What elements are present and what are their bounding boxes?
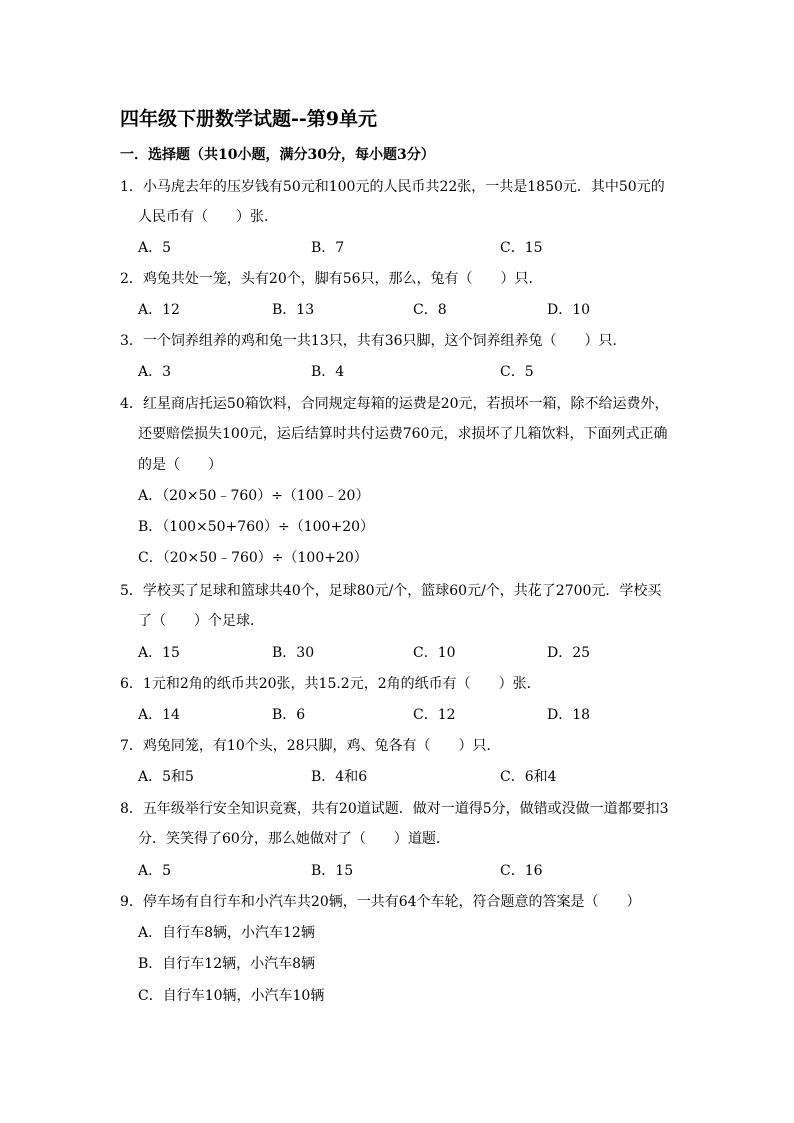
question-2-line-1: 2．鸡兔共处一笼，头有20个，脚有56只，那么，兔有（ ）只． [120, 271, 543, 287]
question-4-line-1: 4．红星商店托运50箱饮料，合同规定每箱的运费是20元，若损坏一箱，除不给运费外， [120, 396, 669, 412]
question-2-option-b: B．13 [272, 302, 315, 318]
question-8-option-b: B．15 [311, 863, 354, 879]
question-3-option-a: A．3 [138, 364, 172, 380]
question-4-line-2: 还要赔偿损失100元，运后结算时共付运费760元，求损坏了几箱饮料，下面列式正确 [138, 426, 668, 442]
document-title: 四年级下册数学试题--第9单元 [120, 108, 377, 130]
question-4-option-b: B．（100×50+760）÷（100+20） [138, 519, 375, 535]
question-6-option-d: D．18 [547, 707, 591, 723]
question-6-option-a: A．14 [138, 707, 180, 723]
question-8-line-1: 8．五年级举行安全知识竞赛，共有20道试题．做对一道得5分，做错或没做一道都要扣3 [120, 801, 669, 817]
question-4-option-c: C．（20×50﹣760）÷（100+20） [138, 550, 368, 566]
question-3-option-c: C．5 [500, 364, 534, 380]
question-7-option-c: C．6和4 [500, 769, 557, 785]
question-8-line-2: 分．笑笑得了60分，那么她做对了（ ）道题． [138, 831, 450, 847]
question-5-option-c: C．10 [413, 645, 456, 661]
question-9-option-a: A．自行车8辆，小汽车12辆 [138, 925, 315, 941]
question-9-line-1: 9．停车场有自行车和小汽车共20辆，一共有64个车轮，符合题意的答案是（ ） [120, 894, 641, 910]
question-1-option-a: A．5 [138, 240, 172, 256]
question-4-line-3: 的是（ ） [138, 457, 222, 473]
question-7-line-1: 7．鸡兔同笼，有10个头，28只脚，鸡、兔各有（ ）只． [120, 738, 501, 754]
question-3-option-b: B．4 [311, 364, 345, 380]
question-5-option-a: A．15 [138, 645, 180, 661]
question-1-option-c: C．15 [500, 240, 543, 256]
question-5-option-d: D．25 [547, 645, 591, 661]
question-7-option-a: A．5和5 [138, 769, 194, 785]
question-9-option-b: B．自行车12辆，小汽车8辆 [138, 956, 316, 972]
question-9-option-c: C．自行车10辆，小汽车10辆 [138, 988, 325, 1004]
question-3-line-1: 3．一个饲养组养的鸡和兔一共13只，共有36只脚，这个饲养组养兔（ ）只． [120, 333, 627, 349]
question-5-option-b: B．30 [272, 645, 315, 661]
question-6-option-b: B．6 [272, 707, 306, 723]
question-1-line-1: 1．小马虎去年的压岁钱有50元和100元的人民币共22张，一共是1850元．其中50元的 [120, 179, 665, 195]
question-6-option-c: C．12 [413, 707, 456, 723]
question-8-option-c: C．16 [500, 863, 543, 879]
question-6-line-1: 6．1元和2角的纸币共20张，共15.2元，2角的纸币有（ ）张． [120, 676, 541, 692]
question-8-option-a: A．5 [138, 863, 172, 879]
question-5-line-2: 了（ ）个足球． [138, 613, 264, 629]
section-heading: 一．选择题（共10小题，满分30分，每小题3分） [120, 147, 435, 163]
question-1-option-b: B．7 [311, 240, 345, 256]
question-1-line-2: 人民币有（ ）张． [138, 209, 278, 225]
question-4-option-a: A．（20×50﹣760）÷（100﹣20） [138, 488, 370, 504]
question-2-option-c: C．8 [413, 302, 447, 318]
question-2-option-d: D．10 [547, 302, 591, 318]
question-7-option-b: B．4和6 [311, 769, 368, 785]
question-5-line-1: 5．学校买了足球和篮球共40个，足球80元/个，篮球60元/个，共花了2700元．学校买 [120, 583, 662, 599]
question-2-option-a: A．12 [138, 302, 180, 318]
